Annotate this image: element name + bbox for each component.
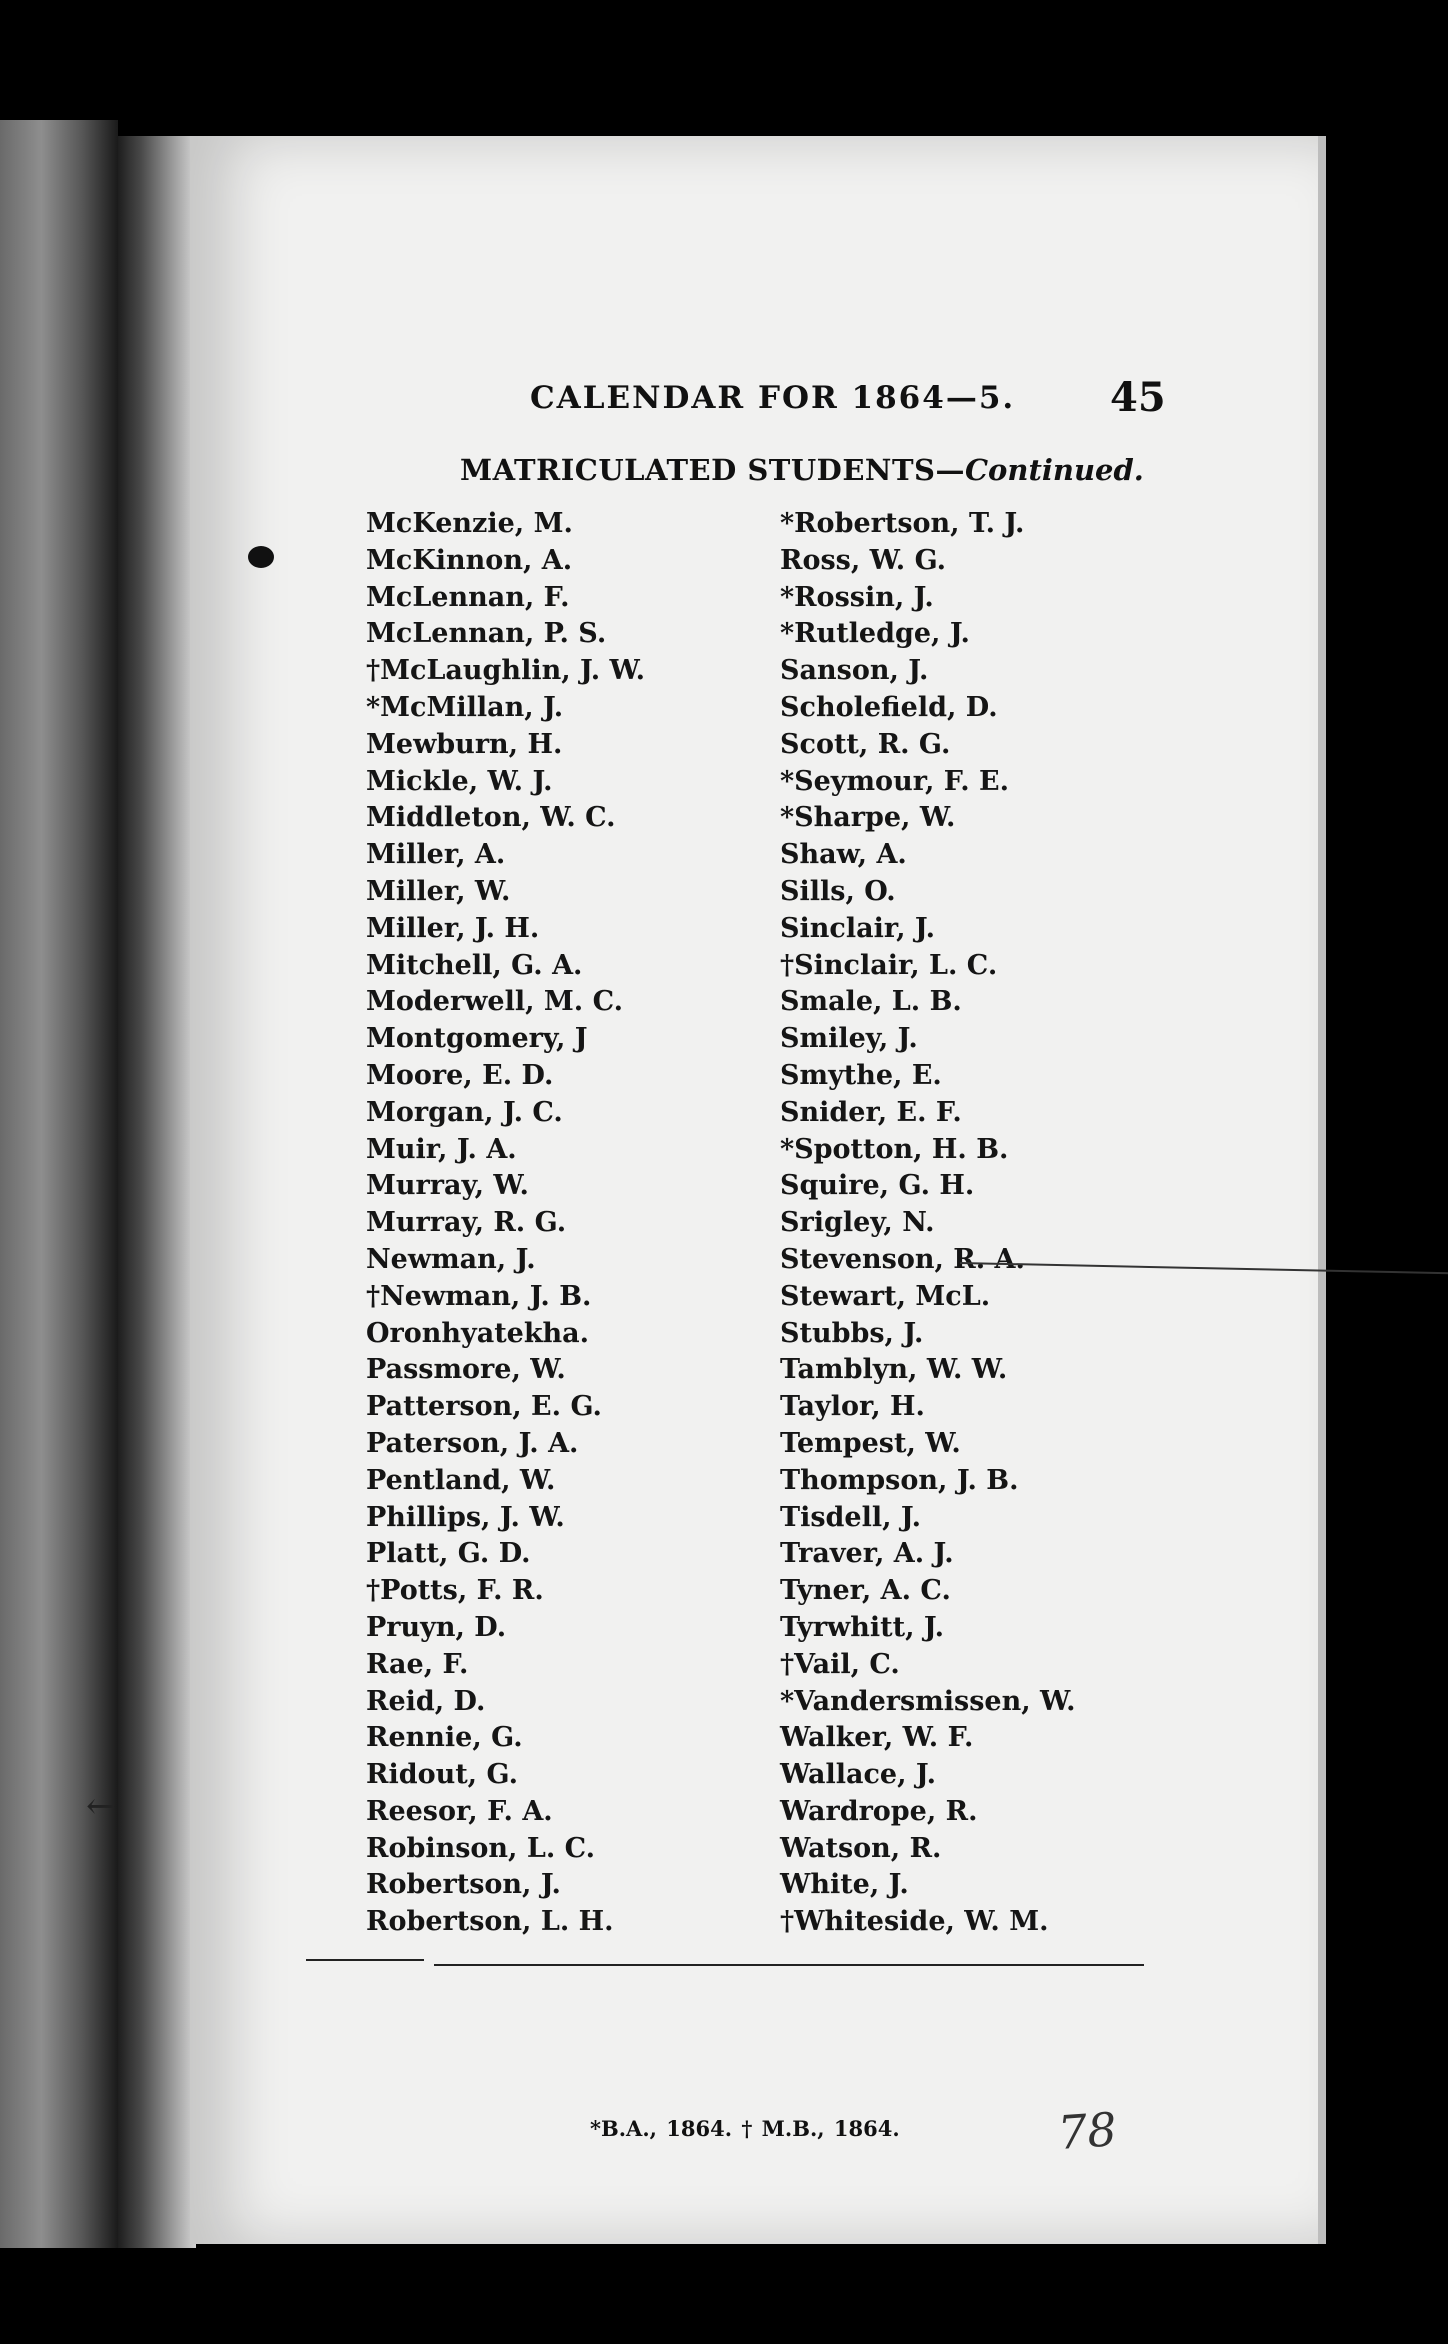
student-entry: Traver, A. J. <box>780 1538 954 1570</box>
student-entry: *Robertson, T. J. <box>780 508 1025 539</box>
student-entry: Platt, G. D. <box>366 1538 531 1570</box>
student-entry: †Newman, J. B. <box>366 1280 592 1312</box>
student-entry: Murray, W. <box>366 1170 529 1202</box>
student-entry: Tamblyn, W. W. <box>780 1354 1008 1386</box>
student-list-left <box>366 506 645 1941</box>
student-entry: Squire, G. H. <box>780 1170 975 1202</box>
student-entry: Mewburn, H. <box>366 728 563 760</box>
student-entry: Sanson, J. <box>780 655 929 687</box>
student-entry: Robinson, L. C. <box>366 1832 596 1864</box>
student-entry: Snider, E. F. <box>780 1096 962 1128</box>
student-entry: Watson, R. <box>780 1832 942 1864</box>
student-entry: Pentland, W. <box>366 1464 556 1496</box>
student-entry: Tisdell, J. <box>780 1501 921 1533</box>
student-entry: Montgomery, J <box>366 1023 588 1055</box>
student-entry: McKenzie, M. <box>366 508 573 539</box>
student-entry: Walker, W. F. <box>780 1722 974 1754</box>
student-entry: Middleton, W. C. <box>366 802 616 834</box>
student-entry: *Rutledge, J. <box>780 618 970 650</box>
student-entry: Robertson, J. <box>366 1869 561 1901</box>
student-entry: *Seymour, F. E. <box>780 765 1009 797</box>
student-entry: Muir, J. A. <box>366 1133 517 1165</box>
student-entry: Stevenson, R. A. <box>780 1243 1025 1275</box>
page-number: 45 <box>1110 374 1166 421</box>
student-entry: Mitchell, G. A. <box>366 949 583 981</box>
student-entry: Tyner, A. C. <box>780 1575 951 1607</box>
student-entry: Wallace, J. <box>780 1759 936 1791</box>
student-entry: †Sinclair, L. C. <box>780 949 998 981</box>
student-entry: Mickle, W. J. <box>366 765 553 797</box>
margin-arrow-mark: ← <box>86 1786 117 1827</box>
handwritten-page-note: 78 <box>1056 2102 1119 2160</box>
book-spine <box>118 136 196 2248</box>
student-entry: White, J. <box>780 1869 909 1901</box>
student-entry: Tyrwhitt, J. <box>780 1611 944 1643</box>
footnote: *B.A., 1864. † M.B., 1864. <box>590 2116 900 2141</box>
page-title: CALENDAR FOR 1864—5. <box>530 380 1016 416</box>
student-entry: *Sharpe, W. <box>780 802 956 834</box>
student-entry: Scott, R. G. <box>780 728 951 760</box>
footnote-rule-long <box>434 1964 1144 1966</box>
student-entry: Sills, O. <box>780 875 896 907</box>
student-entry: Reesor, F. A. <box>366 1795 553 1827</box>
student-entry: Wardrope, R. <box>780 1795 978 1827</box>
student-entry: Morgan, J. C. <box>366 1096 563 1128</box>
student-entry: Pruyn, D. <box>366 1611 507 1643</box>
student-entry: McLennan, P. S. <box>366 618 607 650</box>
student-entry: Robertson, L. H. <box>366 1906 614 1938</box>
student-entry: Stewart, McL. <box>780 1280 991 1312</box>
student-list-right <box>780 506 1076 1941</box>
student-entry: Thompson, J. B. <box>780 1464 1019 1496</box>
page-edge <box>1318 136 1326 2244</box>
student-entry: Phillips, J. W. <box>366 1501 565 1533</box>
student-entry: Shaw, A. <box>780 839 907 871</box>
student-entry: *Spotton, H. B. <box>780 1133 1009 1165</box>
student-entry: Reid, D. <box>366 1685 486 1717</box>
student-entry: Paterson, J. A. <box>366 1427 579 1459</box>
student-entry: Miller, A. <box>366 839 506 871</box>
student-entry: *McMillan, J. <box>366 691 564 723</box>
student-entry: Ridout, G. <box>366 1759 518 1791</box>
student-entry: Newman, J. <box>366 1243 536 1275</box>
student-entry: Tempest, W. <box>780 1427 961 1459</box>
student-entry: Murray, R. G. <box>366 1207 567 1239</box>
student-entry: *Rossin, J. <box>780 581 934 613</box>
student-entry: Ross, W. G. <box>780 544 947 576</box>
student-entry: †Potts, F. R. <box>366 1575 544 1607</box>
running-head <box>190 374 1318 430</box>
student-entry: McKinnon, A. <box>366 544 573 576</box>
student-entry: Stubbs, J. <box>780 1317 924 1349</box>
student-entry: McLennan, F. <box>366 581 570 613</box>
student-entry: Miller, J. H. <box>366 912 540 944</box>
student-entry: Moderwell, M. C. <box>366 986 624 1018</box>
facing-page-edge <box>0 120 118 2248</box>
section-heading-continued: Continued. <box>964 453 1144 487</box>
student-entry: Miller, W. <box>366 875 511 907</box>
student-entry: Taylor, H. <box>780 1391 925 1423</box>
student-entry: †McLaughlin, J. W. <box>366 655 646 687</box>
section-heading-text: MATRICULATED STUDENTS— <box>460 453 965 487</box>
student-entry: Smythe, E. <box>780 1059 942 1091</box>
student-entry: Sinclair, J. <box>780 912 935 944</box>
ink-blot <box>248 546 274 568</box>
student-entry: Oronhyatekha. <box>366 1317 590 1349</box>
student-entry: Scholefield, D. <box>780 691 998 723</box>
student-entry: Srigley, N. <box>780 1207 935 1239</box>
student-entry: Rae, F. <box>366 1648 469 1680</box>
student-entry: †Vail, C. <box>780 1648 900 1680</box>
document-page <box>190 136 1318 2244</box>
student-entry: Rennie, G. <box>366 1722 523 1754</box>
student-entry: Smiley, J. <box>780 1023 918 1055</box>
student-entry: Patterson, E. G. <box>366 1391 602 1423</box>
student-entry: Moore, E. D. <box>366 1059 554 1091</box>
student-entry: Smale, L. B. <box>780 986 962 1018</box>
student-entry: *Vandersmissen, W. <box>780 1685 1076 1717</box>
student-entry: Passmore, W. <box>366 1354 566 1386</box>
footnote-rule-short <box>306 1959 424 1961</box>
section-heading <box>460 453 1144 487</box>
student-entry: †Whiteside, W. M. <box>780 1906 1049 1938</box>
